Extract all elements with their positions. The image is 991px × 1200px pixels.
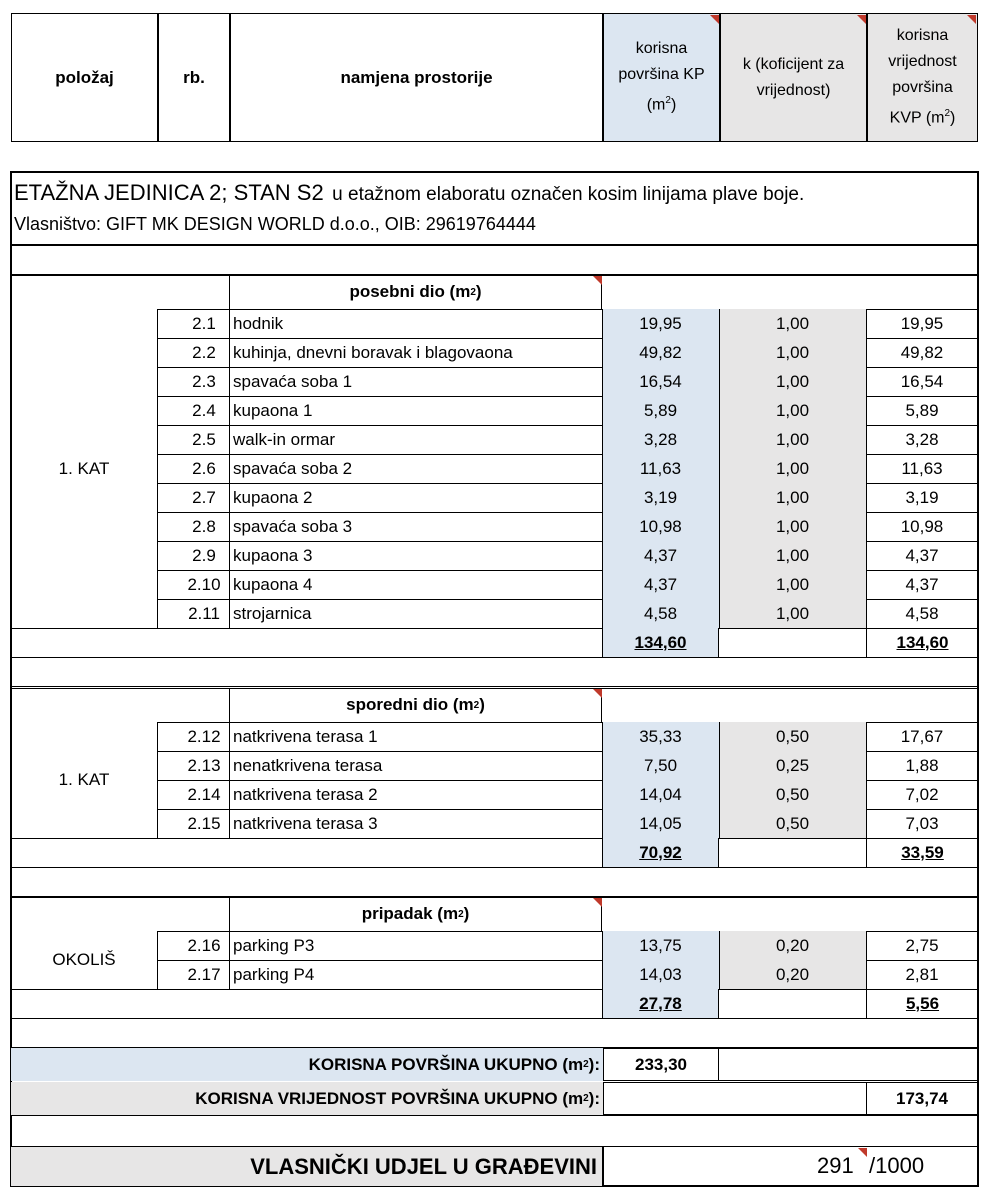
unit-owner: Vlasništvo: GIFT MK DESIGN WORLD d.o.o., OIB: 29619764444: [14, 214, 536, 234]
total-kvp: 33,59: [866, 838, 978, 867]
comment-marker: [857, 15, 866, 24]
row-kp: 11,63: [602, 454, 719, 483]
divider: [11, 838, 978, 839]
row-kp: 14,03: [602, 960, 719, 989]
row-location: 1. KAT: [58, 458, 110, 478]
row-rb: 2.12: [187, 726, 221, 746]
header-kp: [603, 13, 720, 142]
row-k: 1,00: [719, 512, 866, 541]
row-kvp: 2,75: [905, 935, 939, 955]
header-polozaj: položaj: [55, 67, 114, 87]
share-denominator: /1000: [869, 1153, 925, 1178]
row-rb: 2.7: [192, 487, 216, 507]
comment-marker: [593, 898, 602, 907]
row-kp: 5,89: [602, 396, 719, 425]
row-name: kupaona 3: [233, 545, 313, 565]
unit-title-small: u etažnom elaboratu označen kosim linijama plave boje.: [332, 184, 805, 205]
divider: [11, 628, 978, 629]
row-rb: 2.9: [192, 545, 216, 565]
row-rb: 2.2: [192, 342, 216, 362]
kp-summary-label: [11, 1048, 600, 1081]
divider: [602, 931, 603, 989]
row-name: nenatkrivena terasa: [233, 755, 383, 775]
header-k: [720, 13, 867, 142]
share-value: [603, 1147, 978, 1186]
row-k: 1,00: [719, 338, 866, 367]
row-kvp: 16,54: [900, 371, 944, 391]
section-title: [229, 275, 602, 309]
row-kp: 3,19: [602, 483, 719, 512]
row-name: spavaća soba 1: [233, 371, 353, 391]
section-title-title: posebni dio (m: [349, 282, 471, 301]
row-k: 0,50: [719, 809, 866, 838]
row-rb: 2.17: [187, 964, 221, 984]
row-k: 0,20: [719, 960, 866, 989]
header-kp-line3: (m: [646, 96, 666, 114]
unit-title: [14, 180, 974, 212]
row-rb: 2.13: [187, 755, 221, 775]
total-kvp: 134,60: [866, 628, 978, 657]
row-rb: 2.16: [187, 935, 221, 955]
header-rb: rb.: [183, 67, 205, 87]
divider: [229, 309, 230, 628]
divider: [602, 722, 603, 838]
row-k: 0,50: [719, 780, 866, 809]
header-namjena: namjena prostorije: [340, 67, 493, 87]
row-kp: 4,37: [602, 541, 719, 570]
row-kp: 14,05: [602, 809, 719, 838]
row-k: 1,00: [719, 599, 866, 628]
kvp-summary-text: KORISNA VRIJEDNOST POVRŠINA UKUPNO (m: [195, 1088, 584, 1108]
row-k: 0,50: [719, 722, 866, 751]
row-kvp: 7,02: [905, 784, 939, 804]
divider: [866, 722, 867, 838]
row-kvp: 11,63: [901, 458, 943, 478]
row-kvp: 49,82: [900, 342, 944, 362]
row-rb: 2.8: [192, 516, 216, 536]
header-kvp: [867, 13, 978, 142]
row-rb: 2.6: [192, 458, 216, 478]
row-name: kupaona 4: [233, 574, 313, 594]
kp-summary-sup: 2: [583, 1059, 589, 1070]
header-kvp-line4: KVP (m: [889, 109, 945, 127]
section-title: [229, 897, 602, 931]
row-kp: 3,28: [602, 425, 719, 454]
row-k: 1,00: [719, 309, 866, 338]
total-kp: 134,60: [602, 628, 719, 657]
comment-marker: [593, 689, 602, 698]
row-name: parking P4: [233, 964, 315, 984]
header-kp-line1: korisna: [635, 40, 688, 58]
total-kp: 27,78: [602, 989, 719, 1018]
row-kp: 13,75: [602, 931, 719, 960]
row-kvp: 2,81: [905, 964, 939, 984]
row-rb: 2.3: [192, 371, 216, 391]
row-rb: 2.5: [192, 429, 216, 449]
section-title-close: ): [479, 695, 485, 714]
row-kvp: 3,19: [905, 487, 939, 507]
unit-title-big: ETAŽNA JEDINICA 2; STAN S2: [14, 180, 324, 205]
row-k: 0,25: [719, 751, 866, 780]
row-rb: 2.4: [192, 400, 216, 420]
row-k: 1,00: [719, 570, 866, 599]
row-kp: 49,82: [602, 338, 719, 367]
header-kp-sup: 2: [665, 95, 671, 107]
row-kvp: 4,37: [905, 545, 939, 565]
row-name: natkrivena terasa 3: [233, 813, 378, 833]
divider: [866, 309, 867, 628]
divider: [602, 309, 603, 628]
kvp-summary-close: ):: [588, 1088, 600, 1108]
share-numerator: 291: [817, 1153, 854, 1178]
kvp-summary-label: [11, 1082, 600, 1115]
row-kp: 4,58: [602, 599, 719, 628]
row-k: 1,00: [719, 367, 866, 396]
row-kvp: 3,28: [905, 429, 939, 449]
row-kvp: 17,67: [900, 726, 944, 746]
kp-summary-value: 233,30: [603, 1048, 719, 1081]
divider: [229, 722, 230, 838]
section-title-sup: 2: [470, 286, 476, 298]
kvp-summary-value: 173,74: [866, 1082, 978, 1115]
row-name: hodnik: [233, 313, 284, 333]
row-rb: 2.1: [192, 313, 216, 333]
comment-marker: [593, 276, 602, 285]
section-title-close: ): [463, 904, 470, 923]
section-title-title: sporedni dio (m: [346, 695, 474, 714]
row-name: spavaća soba 2: [233, 458, 353, 478]
row-name: natkrivena terasa 1: [233, 726, 378, 746]
row-name: kupaona 2: [233, 487, 313, 507]
row-rb: 2.11: [188, 603, 220, 623]
row-rb: 2.15: [187, 813, 221, 833]
comment-marker: [710, 15, 719, 24]
section-title-title: pripadak (m: [361, 904, 459, 923]
divider: [157, 309, 158, 628]
row-kvp: 10,98: [900, 516, 944, 536]
row-k: 0,20: [719, 931, 866, 960]
row-kvp: 1,88: [905, 755, 939, 775]
section-title-sup: 2: [458, 908, 464, 920]
header-kvp-line3: površina: [892, 79, 953, 97]
header-k-line2: vrijednost): [756, 81, 831, 99]
header-kp-line2: površina KP: [618, 66, 705, 84]
total-kvp: 5,56: [866, 989, 978, 1018]
row-kp: 35,33: [602, 722, 719, 751]
row-kvp: 19,95: [900, 313, 944, 333]
kvp-summary-sup: 2: [583, 1093, 589, 1104]
row-kp: 4,37: [602, 570, 719, 599]
row-name: kupaona 1: [233, 400, 313, 420]
header-kvp-sup: 2: [944, 108, 951, 120]
row-rb: 2.10: [187, 574, 221, 594]
header-kp-close: ): [670, 96, 677, 114]
header-kvp-line2: vrijednost: [888, 53, 957, 71]
row-name: strojarnica: [233, 603, 312, 623]
divider: [11, 686, 978, 687]
header-k-line1: k (koficijent za: [742, 55, 845, 73]
divider: [229, 931, 230, 989]
section-title-sup: 2: [473, 699, 480, 711]
divider: [719, 931, 720, 989]
kp-summary-text: KORISNA POVRŠINA UKUPNO (m: [308, 1054, 584, 1074]
divider: [11, 989, 978, 990]
row-k: 1,00: [719, 483, 866, 512]
divider: [157, 722, 158, 838]
section-title-close: ): [475, 282, 482, 301]
row-name: parking P3: [233, 935, 315, 955]
section-title: [229, 688, 602, 722]
row-kvp: 4,58: [905, 603, 939, 623]
kp-summary-empty: [719, 1048, 978, 1081]
share-label: VLASNIČKI UDJEL U GRAĐEVINI: [250, 1153, 597, 1179]
divider: [157, 931, 158, 989]
row-kvp: 7,03: [905, 813, 939, 833]
row-location: OKOLIŠ: [52, 950, 116, 969]
row-kvp: 5,89: [905, 400, 939, 420]
row-k: 1,00: [719, 396, 866, 425]
row-location: 1. KAT: [58, 770, 110, 789]
kp-summary-close: ):: [588, 1054, 600, 1074]
row-name: walk-in ormar: [233, 429, 336, 449]
kvp-summary-empty: [603, 1082, 867, 1115]
row-name: kuhinja, dnevni boravak i blagovaona: [233, 342, 513, 362]
row-k: 1,00: [719, 425, 866, 454]
row-kp: 10,98: [602, 512, 719, 541]
row-kp: 14,04: [602, 780, 719, 809]
row-name: spavaća soba 3: [233, 516, 353, 536]
header-kvp-close: ): [950, 109, 956, 127]
divider: [719, 722, 720, 838]
divider: [11, 657, 978, 658]
row-k: 1,00: [719, 454, 866, 483]
row-kp: 19,95: [602, 309, 719, 338]
row-name: natkrivena terasa 2: [233, 784, 378, 804]
comment-marker: [967, 15, 976, 24]
comment-marker: [858, 1148, 867, 1157]
row-kp: 7,50: [602, 751, 719, 780]
row-kp: 16,54: [602, 367, 719, 396]
header-kvp-line1: korisna: [896, 27, 949, 45]
total-kp: 70,92: [602, 838, 719, 867]
divider: [866, 931, 867, 989]
row-rb: 2.14: [187, 784, 221, 804]
divider: [11, 1018, 978, 1019]
divider: [11, 867, 978, 868]
divider: [719, 309, 720, 628]
row-k: 1,00: [719, 541, 866, 570]
row-kvp: 4,37: [905, 574, 939, 594]
